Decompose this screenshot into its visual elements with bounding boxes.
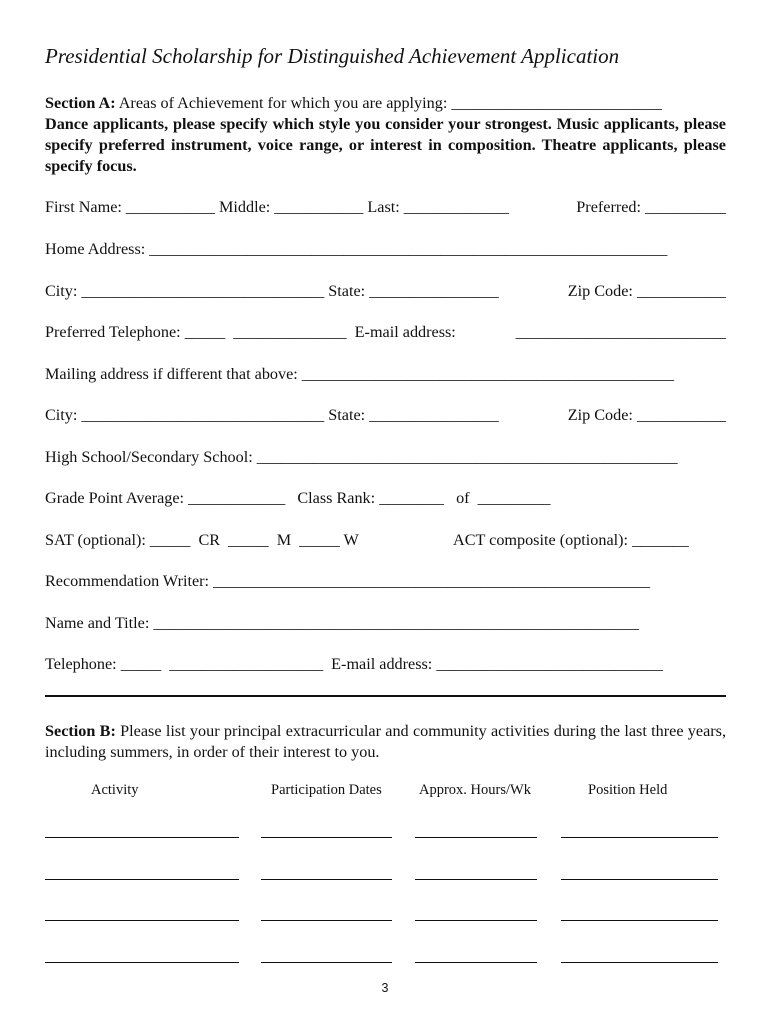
hours-blank[interactable]	[415, 962, 537, 963]
section-b-block	[45, 721, 726, 763]
position-blank[interactable]	[561, 837, 718, 838]
dates-blank[interactable]	[261, 962, 392, 963]
section-a-instructions: Dance applicants, please specify which style you consider your strongest. Music applicants, please specify preferred instrument, voice range, or interest in composition. Theatre applicants, please specify focus.	[45, 115, 726, 175]
section-divider	[45, 695, 726, 697]
position-blank[interactable]	[561, 920, 718, 921]
name-title-field[interactable]: Name and Title: ____________________________________________________________	[45, 614, 639, 632]
hours-blank[interactable]	[415, 837, 537, 838]
mailing-zip-code-field[interactable]: Zip Code: ___________	[567, 406, 726, 424]
activity-blank[interactable]	[45, 879, 239, 880]
mailing-address-field[interactable]: Mailing address if different that above: ______________________________________________	[45, 365, 675, 383]
city-state-field[interactable]: City: ______________________________ State: ________________	[45, 282, 499, 300]
recommendation-writer-field[interactable]: Recommendation Writer: ______________________________________________________	[45, 572, 651, 590]
position-blank[interactable]	[561, 879, 718, 880]
hours-blank[interactable]	[415, 920, 537, 921]
sat-field[interactable]: SAT (optional): _____ CR _____ M _____ W	[45, 531, 359, 549]
high-school-field[interactable]: High School/Secondary School: ____________________________________________________	[45, 448, 678, 466]
section-a-prompt[interactable]: Areas of Achievement for which you are applying: __________________________	[115, 94, 662, 112]
position-blank[interactable]	[561, 962, 718, 963]
column-header-activity: Activity	[91, 782, 139, 798]
gpa-rank-field[interactable]: Grade Point Average: ____________ Class Rank: ________ of _________	[45, 489, 551, 507]
dates-blank[interactable]	[261, 920, 392, 921]
form-title: Presidential Scholarship for Distinguished Achievement Application	[45, 44, 620, 68]
dates-blank[interactable]	[261, 837, 392, 838]
name-fields[interactable]: First Name: ___________ Middle: ___________ Last: _____________	[45, 198, 510, 216]
section-b-text: Please list your principal extracurricular and community activities during the last three years, including summers, in order of their interest to you.	[45, 722, 727, 761]
page-number: 3	[381, 981, 389, 995]
hours-blank[interactable]	[415, 879, 537, 880]
activity-blank[interactable]	[45, 920, 239, 921]
column-header-position: Position Held	[588, 782, 668, 798]
act-field[interactable]: ACT composite (optional): _______	[453, 531, 689, 549]
dates-blank[interactable]	[261, 879, 392, 880]
zip-code-field[interactable]: Zip Code: ___________	[567, 282, 726, 300]
telephone-email-field[interactable]: Telephone: _____ ___________________ E-mail address: ____________________________	[45, 655, 663, 673]
preferred-name-field[interactable]: Preferred: __________	[576, 198, 726, 216]
section-b-heading: Section B:	[45, 722, 116, 740]
column-header-participation-dates: Participation Dates	[271, 782, 382, 798]
mailing-city-state-field[interactable]: City: ______________________________ State: ________________	[45, 406, 499, 424]
email-field[interactable]: __________________________	[515, 323, 726, 341]
phone-email-label[interactable]: Preferred Telephone: _____ ______________ E-mail address:	[45, 323, 456, 341]
activity-blank[interactable]	[45, 837, 239, 838]
home-address-field[interactable]: Home Address: ________________________________________________________________	[45, 240, 668, 258]
column-header-hours: Approx. Hours/Wk	[419, 782, 531, 798]
activity-blank[interactable]	[45, 962, 239, 963]
section-a-heading: Section A:	[45, 94, 116, 112]
section-a-block	[45, 93, 726, 177]
